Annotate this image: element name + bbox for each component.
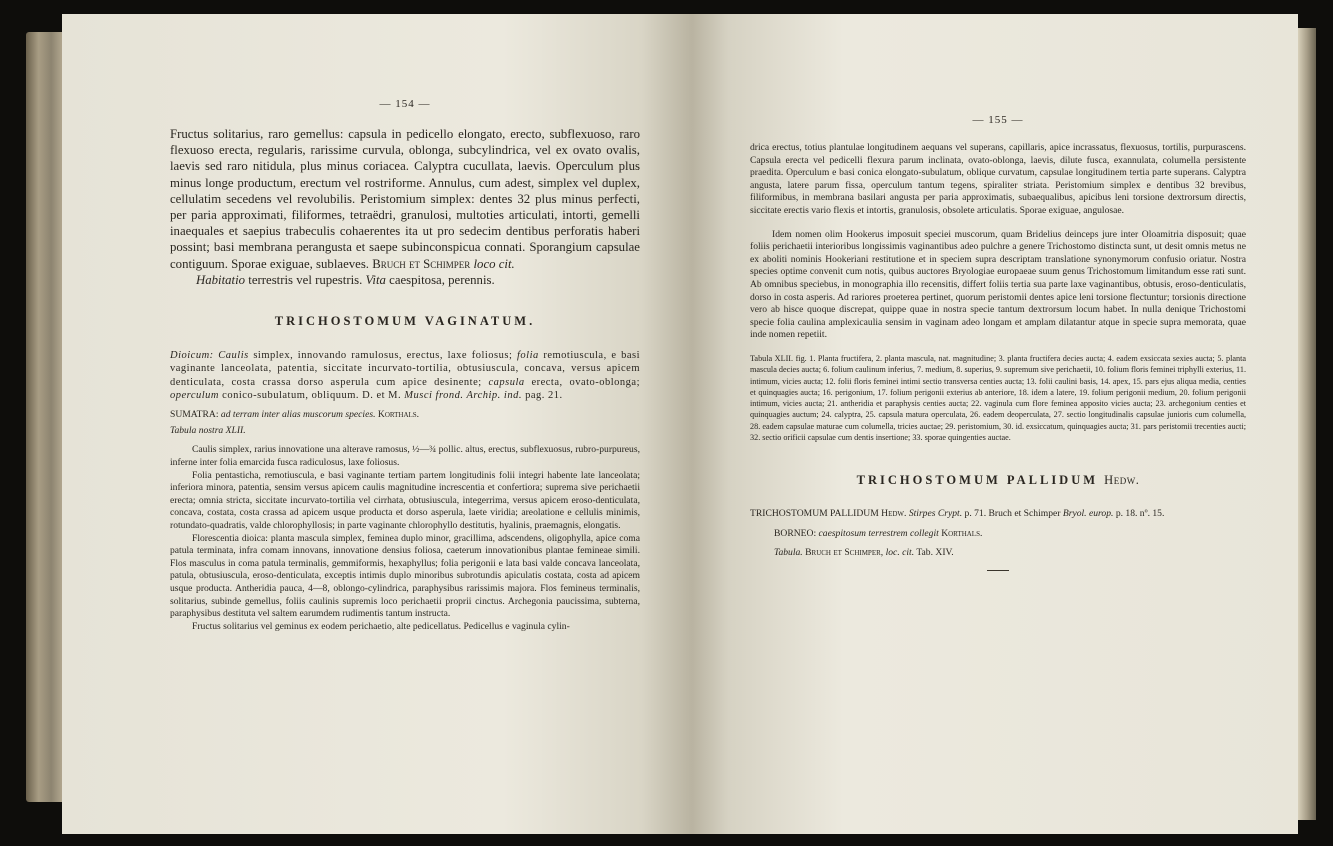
- right-page-number: — 155 —: [972, 114, 1024, 126]
- species-heading: TRICHOSTOMUM VAGINATUM.: [274, 314, 536, 329]
- left-page-number: — 154 —: [379, 98, 431, 110]
- species-synonymy: TRICHOSTOMUM PALLIDUM Hedw. Stirpes Crypt. p. 71. Bruch et Schimper Bryol. europ. p. 18. nº. 15. BORNEO: caespitosum terrestrem collegit Korthals. Tabula. Bruch et Schimper, loc. cit. Tab. XIV.: [750, 508, 1246, 571]
- right-page: [692, 14, 1298, 834]
- plate-reference: Tabula nostra XLII.: [170, 424, 246, 436]
- genus-description: Fructus solitarius, raro gemellus: capsula in pedicello elongato, erecto, subflexuoso, raro flexuoso erecta, regularis, rarissime curvula, oblonga, subcylindrica, vel ex ovato ovalis, laevis sed raro nitidula, plus minus coriacea. Calyptra cucullata, laevis. Operculum plus minus longe productum, erectum vel rostriforme. Annulus, cum adest, simplex vel duplex, cellulatim secedens vel revolubilis. Peristomium simplex: dentes 32 plus minus perfecti, per paria approximati, filiformes, tetraëdri, granulosi, multoties articulati, intorti, gemelli inaequales et saepius trabeculis cohaerentes ita ut pro sedecim dentibus perforatis haberi possint; basi membrana perangusta et saepe subinconspicua connati. Sporangium capsulae contiguum. Sporae exiguae, sublaeves. Bruch et Schimper loco cit. Habitatio terrestris vel rupestris. Vita caespitosa, perennis.: [170, 127, 640, 287]
- species-diagnosis: Dioicum: Caulis simplex, innovando ramulosus, erectus, laxe foliosus; folia remotiuscula, e basi vaginante lanceolata, patentia, siccitate incurvato-tortilia, obtusiuscula, concava, versus apicem denticulata, costa crassa dorso asperula cum apice desinente; capsula erecta, ovato-oblonga; operculum conico-subulatum, obliquum. D. et M. Musci frond. Archip. ind. pag. 21.: [170, 350, 641, 401]
- end-rule: [987, 570, 1009, 571]
- left-page: [62, 14, 692, 834]
- plate-reference-2: Tabula. Bruch et Schimper, loc. cit. Tab. XIV.: [774, 547, 954, 559]
- species-description-continued: drica erectus, totius plantulae longitudinem aequans vel superans, capillaris, apice incrassatus, flexuosus, tortilis, purpurascens. Capsula erecta vel pedicelli flexura parum inclinata, ovato-oblonga, laevis, dilute fusca, exannulata, columella persistente praedita. Operculum e basi conica elongato-subulatum, oblique curvatum, capsulae longitudinem tertia parte superans. Calyptra angusta, latere parum fissa, operculum tantum tegens, spiraliter striata. Peristomium simplex e dentibus 32 brevibus, filiformibus, in membrana basilari angusta per paria approximatis, subaequalibus, apicibus leni torsione dextrorsum directis, siccitate erectis vario flexis et intortis, granulosis, obsolete articulatis. Sporae exiguae, angulosae. Idem nomen olim Hookerus imposuit speciei muscorum, quam Bridelius deinceps jure inter Oloamitria disposuit; quae foliis perichaetii interioribus longissimis vaginantibus adeo pulchre a genere Trichostomo distincta sunt, ut desit omnis metus ne ex aboliti nominis Hookeriani restitutione et in speciem supra descriptam translatione synonymorum confusio oriatur. Nostra species optime convenit cum notis, quibus auctores Bryologiae europaeae suum genus Trichostomum limitandum esse rati sunt. Ab omnibus speciebus, in monographia illo recensitis, differt foliis tertia sua parte laxe vaginantibus, obtusis, eroso-denticulatis, dorso in costa asperis. Ad rariores proeterea pertinet, quorum peristomii dentes apice leni torsione flectuntur; torsionis directione vero ab hisce quoque discrepat, quippe quae in nostra specie tantum dextrorsum locum habet. In nulla denique Trichostomi specie folia caulina amplexicaulia sensim in vaginam adeo longam et amplam dilatantur atque in specie supra memorata, quae inde nomen repetiit.: [750, 142, 1246, 341]
- open-book: [26, 14, 1316, 834]
- species-heading-2: TRICHOSTOMUM PALLIDUM Hedw.: [856, 473, 1140, 488]
- borneo-locality: BORNEO: caespitosum terrestrem collegit Korthals.: [774, 527, 983, 539]
- plate-explanation: Tabula XLII. fig. 1. Planta fructifera, 2. planta mascula, nat. magnitudine; 3. planta fructifera decies aucta; 4. eadem exsiccata sexies aucta; 5. planta mascula decies aucta; 6. folium caulinum inferius, 7. medium, 8. superius, 9. supremum sive perichaetii, 10. folium floris feminei triphylli exterius, 11. intimum, vicies aucta; 12. folii floris feminei intimi sectio transversa centies aucta; 13. folii caulini basis, 14. apex, 15. pars ejus aliqua media, centies et quinquagies aucta; 16. perigonium, 17. folium perigonii exterius ab anteriore, 18. idem a latere, 19. folium perigonii medium, 20. folium perigonii intimum, vicies aucta; 21. antheridia et paraphysis centies aucta; 22. vaginula cum flore feminea apposito vicies aucta; 23. archegonium centies et quinquagies auctum; 24. calyptra, 25. capsula matura operculata, 26. eadem deoperculata, 27. sectio longitudinalis capsulae junioris cum columella, 28. eadem capsulae maturae cum columella, tricies auctae; 29. peristomium, 30. id. exsiccatum, quinquagies aucta; 31. pars peristomii trecenties aucti; 32. sectio orificii capsulae cum dentis insertione; 33. sporae quingenties auctae.: [750, 353, 1246, 442]
- species-locality: SUMATRA: ad terram inter alias muscorum species. Korthals. Tabula nostra XLII.: [170, 409, 640, 437]
- species-description: Caulis simplex, rarius innovatione una alterave ramosus, ½—¾ pollic. altus, erectus, subflexuosus, rubro-purpureus, inferne inter folia emarcida fusca radiculosus, laxe foliosus. Folia pentasticha, remotiuscula, e basi vaginante tertiam partem longitudinis folii integri habente late lanceolata; inferiora minora, patentia, sensim versus apicem caulis magnitudine increscentia et confertiora; suprema sive perichaetii erecta; omnia stricta, siccitate incurvato-tortilia vel cirrhata, obtusiuscula, integerrima, versus apicem eroso-denticulata, concava, costata, costa crassa ad apicem usque producta et dorso asperula, laete viridia; areolatione e cellulis minimis, rotundato-quadratis, valde chlorophyllosis; in parte vaginante chlorophyllo destitutis, hyalinis, praemagnis, elongatis. Florescentia dioica: planta mascula simplex, feminea duplo minor, gracillima, adscendens, oligophylla, apice coma patula terminata, infra comam innovans, innovatione densius foliosa, caeterum innovationibus plantae femineae simili. Flos masculus in coma patula terminalis, gemmiformis, hexaphyllus; folia perigonii e lata basi valde concava lanceolata, patula, obtusiuscula, eroso-denticulata, exceptis intimis duplo minoribus subrotundis apiculatis costata, costa ad apicem usque producta. Antheridia pauca, 4—8, oblongo-cylindrica, paraphysibus rarissimis majora. Flos femineus terminalis, solitarius, subinde gemellus, foliis caulinis supremis loco perichaetii proprii cinctus. Archegonia paucissima, subterna, paraphysibus destituta vel saltem earumdem rudimentis tantum instructa. Fructus solitarius vel geminus ex eodem perichaetio, alte pedicellatus. Pedicellus e vaginula cylin-: [170, 444, 640, 632]
- page-edges-right: [1298, 28, 1316, 820]
